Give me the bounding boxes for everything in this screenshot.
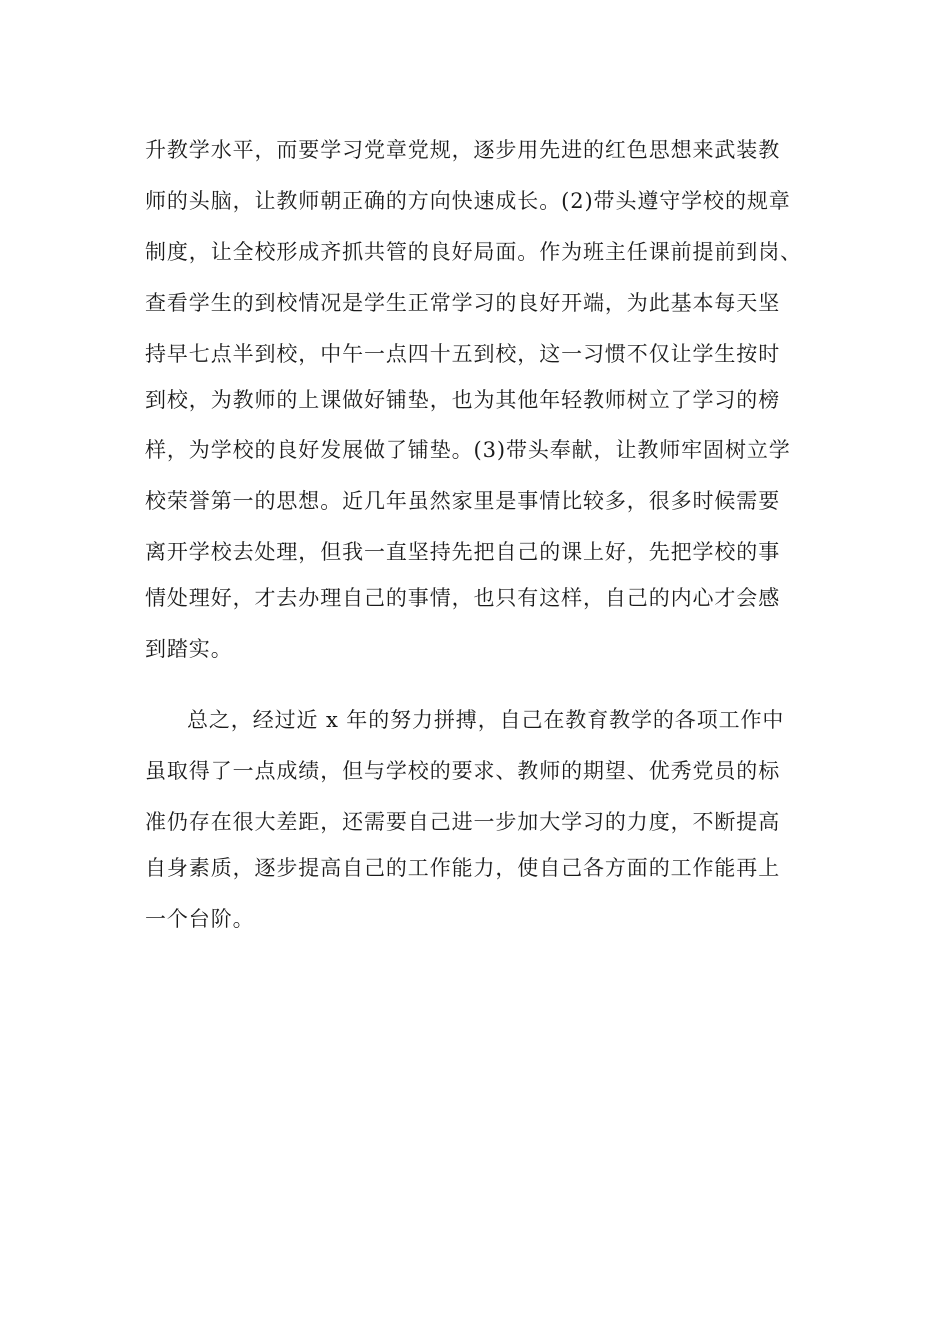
text-line: 升教学水平，而要学习党章党规，逐步用先进的红色思想来武装教 <box>145 138 781 162</box>
text-line: 到踏实。 <box>145 637 233 661</box>
text-line: 校荣誉第一的思想。近几年虽然家里是事情比较多，很多时候需要 <box>145 489 781 513</box>
text-line: 查看学生的到校情况是学生正常学习的良好开端，为此基本每天坚 <box>145 291 781 315</box>
text-line: 样，为学校的良好发展做了铺垫。(3)带头奉献，让教师牢固树立学 <box>145 438 791 462</box>
text-line: 师的头脑，让教师朝正确的方向快速成长。(2)带头遵守学校的规章 <box>145 189 791 213</box>
text-line: 离开学校去处理，但我一直坚持先把自己的课上好，先把学校的事 <box>145 540 781 564</box>
text-line: 制度，让全校形成齐抓共管的良好局面。作为班主任课前提前到岗、 <box>145 240 802 264</box>
text-line: 总之，经过近 x 年的努力拼搏，自己在教育教学的各项工作中 <box>187 708 785 732</box>
text-line: 到校，为教师的上课做好铺垫，也为其他年轻教师树立了学习的榜 <box>145 388 781 412</box>
text-line: 一个台阶。 <box>145 907 255 931</box>
text-line: 持早七点半到校，中午一点四十五到校，这一习惯不仅让学生按时 <box>145 342 781 366</box>
text-line: 准仍存在很大差距，还需要自己进一步加大学习的力度，不断提高 <box>145 810 781 834</box>
text-line: 情处理好，才去办理自己的事情，也只有这样，自己的内心才会感 <box>145 586 781 610</box>
text-line: 自身素质，逐步提高自己的工作能力，使自己各方面的工作能再上 <box>145 856 781 880</box>
text-line: 虽取得了一点成绩，但与学校的要求、教师的期望、优秀党员的标 <box>145 759 781 783</box>
